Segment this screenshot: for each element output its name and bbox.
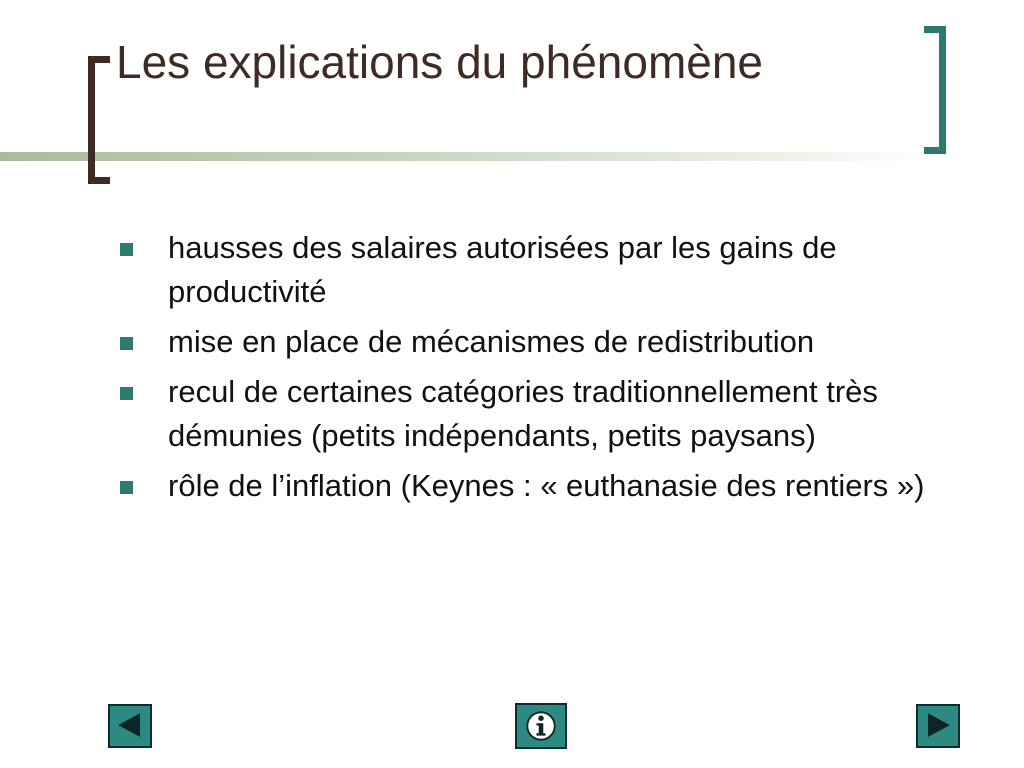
- previous-slide-button[interactable]: [108, 704, 152, 748]
- bullet-text: recul de certaines catégories traditionnellement très démunies (petits indépendants, petits paysans): [168, 374, 878, 453]
- right-bracket-decoration: [924, 26, 946, 154]
- info-icon: [517, 705, 565, 747]
- square-bullet-icon: [120, 481, 133, 494]
- info-button[interactable]: [515, 703, 567, 749]
- bullet-text: mise en place de mécanismes de redistribution: [168, 324, 815, 359]
- bullet-item: [118, 464, 968, 508]
- bullet-item: [118, 320, 968, 364]
- bullet-text: hausses des salaires autorisées par les gains de productivité: [168, 230, 837, 309]
- slide-title: Les explications du phénomène: [116, 36, 764, 88]
- square-bullet-icon: [120, 337, 133, 350]
- bullet-text: rôle de l’inflation (Keynes : « euthanasie des rentiers »): [168, 468, 925, 503]
- triangle-right-icon: [918, 706, 958, 746]
- bullet-item: [118, 370, 968, 458]
- triangle-left-icon: [110, 706, 150, 746]
- title-underline: [0, 152, 930, 161]
- square-bullet-icon: [120, 387, 133, 400]
- bullet-item: [118, 226, 968, 314]
- next-slide-button[interactable]: [916, 704, 960, 748]
- square-bullet-icon: [120, 243, 133, 256]
- bullet-list: [118, 226, 968, 514]
- left-bracket-decoration: [88, 56, 110, 184]
